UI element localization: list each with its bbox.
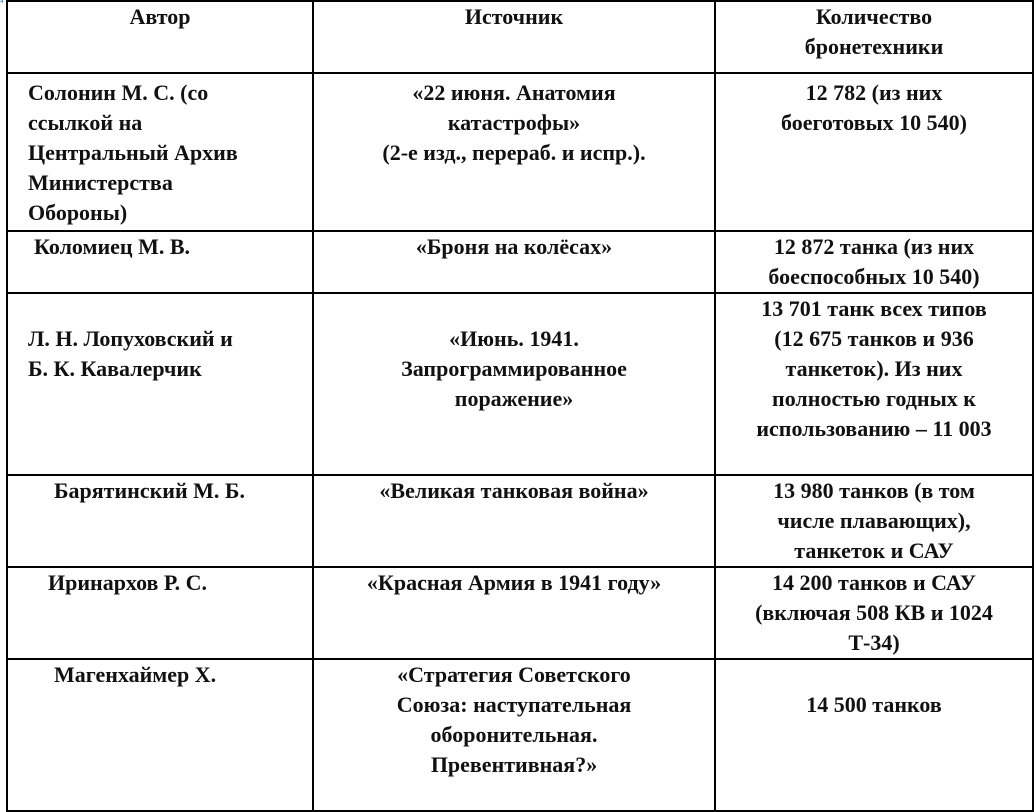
count-cell [715,73,1033,231]
table-row [7,293,1033,475]
source-cell [313,231,715,293]
cell-line: Л. Н. Лопуховский и [28,326,233,351]
cell-line: Б. К. Кавалерчик [28,356,202,381]
table-row [7,659,1033,811]
cell-line: числе плавающих), [777,508,971,533]
count-cell [715,659,1033,811]
table-row [7,73,1033,231]
cell-line: «Красная Армия в 1941 году» [366,570,662,595]
cell-line: Министерства [28,170,173,195]
cell-line: 14 200 танков и САУ [771,570,977,595]
cell-line: Коломиец М. В. [34,234,191,259]
cell-line: танкеток и САУ [794,538,954,563]
header-count-line: бронетехники [804,34,944,59]
count-cell [715,567,1033,659]
source-cell [313,659,715,811]
table-header-row [7,1,1033,73]
cell-line: катастрофы» [447,110,581,135]
cell-line: 12 782 (из них [805,80,943,105]
cell-line: Магенхаймер Х. [54,662,217,687]
corner-mark-icon: ⁴ [0,0,4,9]
author-cell [7,475,313,567]
cell-line: Обороны) [28,200,128,225]
cell-line: ссылкой на [28,110,143,135]
source-cell [313,293,715,475]
author-cell [7,293,313,475]
cell-line: танкеток). Из них [785,356,963,381]
cell-line: Солонин М. С. (со [28,80,209,105]
cell-line: боеготовых 10 540) [781,110,967,135]
author-cell [7,659,313,811]
cell-line: (2-е изд., перераб. и испр.). [382,140,646,165]
cell-line: 13 701 танк всех типов [761,296,987,321]
cell-line: 14 500 танков [806,692,942,717]
cell-line: «Броня на колёсах» [415,234,613,259]
count-cell [715,231,1033,293]
cell-line: 12 872 танка (из них [773,234,975,259]
table-row [7,567,1033,659]
cell-line: «22 июня. Анатомия [412,80,616,105]
cell-line: «Великая танковая война» [379,478,649,503]
count-cell [715,475,1033,567]
cell-line: боеспособных 10 540) [768,264,980,289]
cell-line: Т-34) [848,630,900,655]
author-cell [7,231,313,293]
cell-line: (12 675 танков и 936 [774,326,974,351]
cell-line: Превентивная?» [430,752,598,777]
cell-line: поражение» [454,386,574,411]
header-count [715,1,1033,73]
cell-line: полностью годных к [772,386,976,411]
cell-line: Барятинский М. Б. [54,478,245,503]
cell-line: оборонительная. [430,722,598,747]
header-author: Автор [7,1,313,73]
cell-line: 13 980 танков (в том [773,478,975,503]
header-count-line: Количество [815,4,933,29]
armor-count-table [6,0,1034,812]
cell-line: «Июнь. 1941. [449,326,579,351]
cell-line: «Стратегия Советского [397,662,631,687]
cell-line: использованию – 11 003 [756,416,992,441]
cell-line: Иринархов Р. С. [48,570,208,595]
author-cell [7,567,313,659]
source-cell [313,475,715,567]
cell-line: Союза: наступательная [396,692,632,717]
table-row [7,475,1033,567]
cell-line: Запрограммированное [401,356,627,381]
cell-line: (включая 508 КВ и 1024 [755,600,993,625]
source-cell [313,73,715,231]
source-cell [313,567,715,659]
cell-line: Центральный Архив [28,140,238,165]
table-row [7,231,1033,293]
header-source: Источник [313,1,715,73]
count-cell [715,293,1033,475]
author-cell [7,73,313,231]
